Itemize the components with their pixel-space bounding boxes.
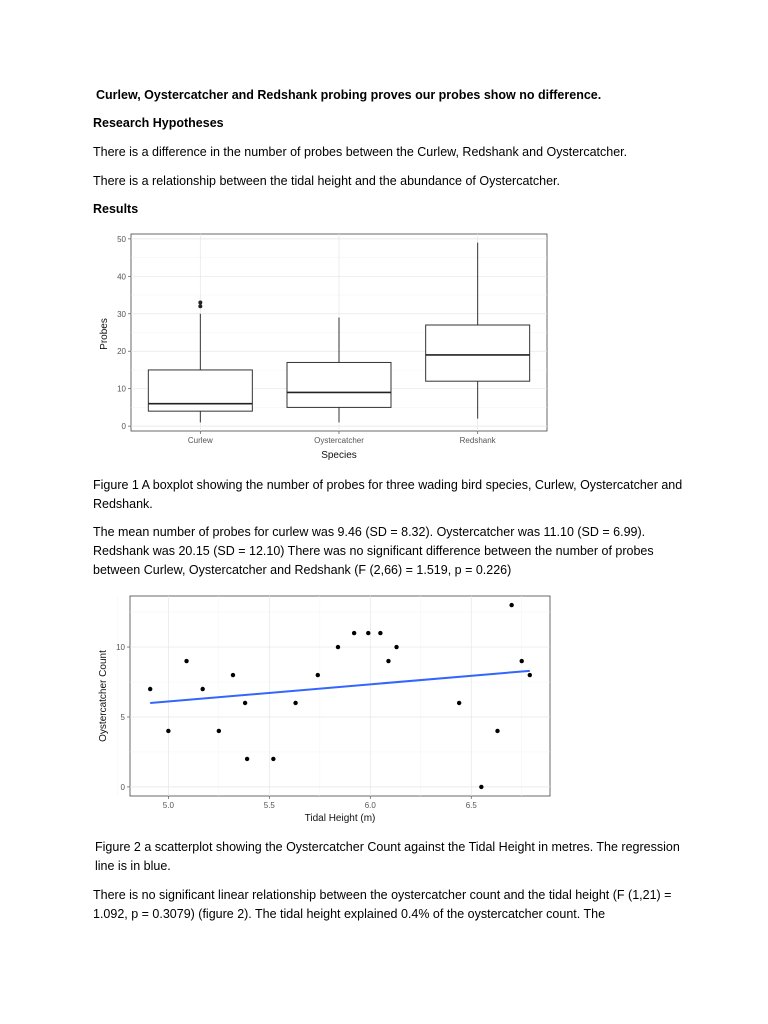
scatter-point <box>200 687 204 691</box>
scatter-point <box>528 673 532 677</box>
boxplot-y-tick-label: 30 <box>117 309 126 319</box>
scatter-point <box>184 659 188 663</box>
scatter-point <box>386 659 390 663</box>
hypothesis-2: There is a relationship between the tidal height and the abundance of Oystercatcher. <box>93 174 560 188</box>
boxplot-y-axis-title: Probes <box>99 318 110 350</box>
scatter-y-tick-label: 5 <box>120 712 125 722</box>
boxplot-chart <box>93 228 563 463</box>
scatter-point <box>243 701 247 705</box>
scatter-x-axis-title: Tidal Height (m) <box>304 813 376 824</box>
scatter-point <box>509 603 513 607</box>
scatter-point <box>271 757 275 761</box>
boxplot-y-tick-label: 40 <box>117 272 126 282</box>
boxplot-x-tick-label: Curlew <box>187 436 213 445</box>
scatter-x-tick-label: 6.5 <box>465 801 477 810</box>
boxplot-iqr-box <box>148 370 252 411</box>
boxplot-x-axis-title: Species <box>321 450 357 461</box>
scatter-y-axis-title: Oystercatcher Count <box>98 650 109 742</box>
results-paragraph-1: The mean number of probes for curlew was 9.46 (SD = 8.32). Oystercatcher was 11.10 (SD = 6.99). Redshank was 20.15 (SD = 12.10) There was no significant difference between the number of probes between Curlew, Oystercatcher and Redshank (F (2,66) = 1.519, p = 0.226) <box>93 525 654 577</box>
results-heading: Results <box>93 202 139 216</box>
boxplot-x-tick-label: Oystercatcher <box>314 436 364 445</box>
boxplot-y-tick-label: 50 <box>117 234 126 244</box>
scatter-x-tick-label: 5.5 <box>263 801 275 810</box>
document-title: Curlew, Oystercatcher and Redshank probing proves our probes show no difference. <box>96 88 602 102</box>
scatter-point <box>495 729 499 733</box>
scatter-y-tick-label: 0 <box>120 782 125 792</box>
hypothesis-1: There is a difference in the number of probes between the Curlew, Redshank and Oystercatcher. <box>93 145 628 159</box>
scatter-point <box>479 785 483 789</box>
boxplot-y-tick-label: 0 <box>121 422 126 432</box>
scatter-point <box>148 687 152 691</box>
scatter-point <box>352 631 356 635</box>
scatter-point <box>394 645 398 649</box>
boxplot-y-tick-label: 20 <box>117 347 126 357</box>
scatter-chart <box>93 592 558 832</box>
scatter-point <box>336 645 340 649</box>
scatter-x-tick-label: 5.0 <box>162 801 174 810</box>
figure-2-caption: Figure 2 a scatterplot showing the Oystercatcher Count against the Tidal Height in metres. The regression line is in blue. <box>95 840 680 873</box>
scatter-point <box>245 757 249 761</box>
hypotheses-heading: Research Hypotheses <box>93 116 224 130</box>
scatter-point <box>378 631 382 635</box>
figure-1-caption: Figure 1 A boxplot showing the number of probes for three wading bird species, Curlew, Oystercatcher and Redshank. <box>93 478 683 511</box>
boxplot-outlier <box>198 304 202 308</box>
scatter-x-tick-label: 6.0 <box>364 801 376 810</box>
scatter-point <box>316 673 320 677</box>
scatter-panel <box>130 596 550 796</box>
boxplot-outlier <box>198 301 202 305</box>
scatter-point <box>166 729 170 733</box>
scatter-point <box>520 659 524 663</box>
results-paragraph-2: There is no significant linear relationship between the oystercatcher count and the tidal height (F (1,21) = 1.092, p = 0.3079) (figure 2). The tidal height explained 0.4% of the oystercatcher count. The <box>93 888 672 921</box>
scatter-point <box>293 701 297 705</box>
scatter-point <box>231 673 235 677</box>
boxplot-iqr-box <box>287 362 391 407</box>
scatter-point <box>457 701 461 705</box>
boxplot-x-tick-label: Redshank <box>459 436 496 445</box>
scatter-point <box>366 631 370 635</box>
boxplot-y-tick-label: 10 <box>117 384 126 394</box>
boxplot-iqr-box <box>426 325 530 381</box>
scatter-point <box>217 729 221 733</box>
scatter-y-tick-label: 10 <box>116 643 125 653</box>
